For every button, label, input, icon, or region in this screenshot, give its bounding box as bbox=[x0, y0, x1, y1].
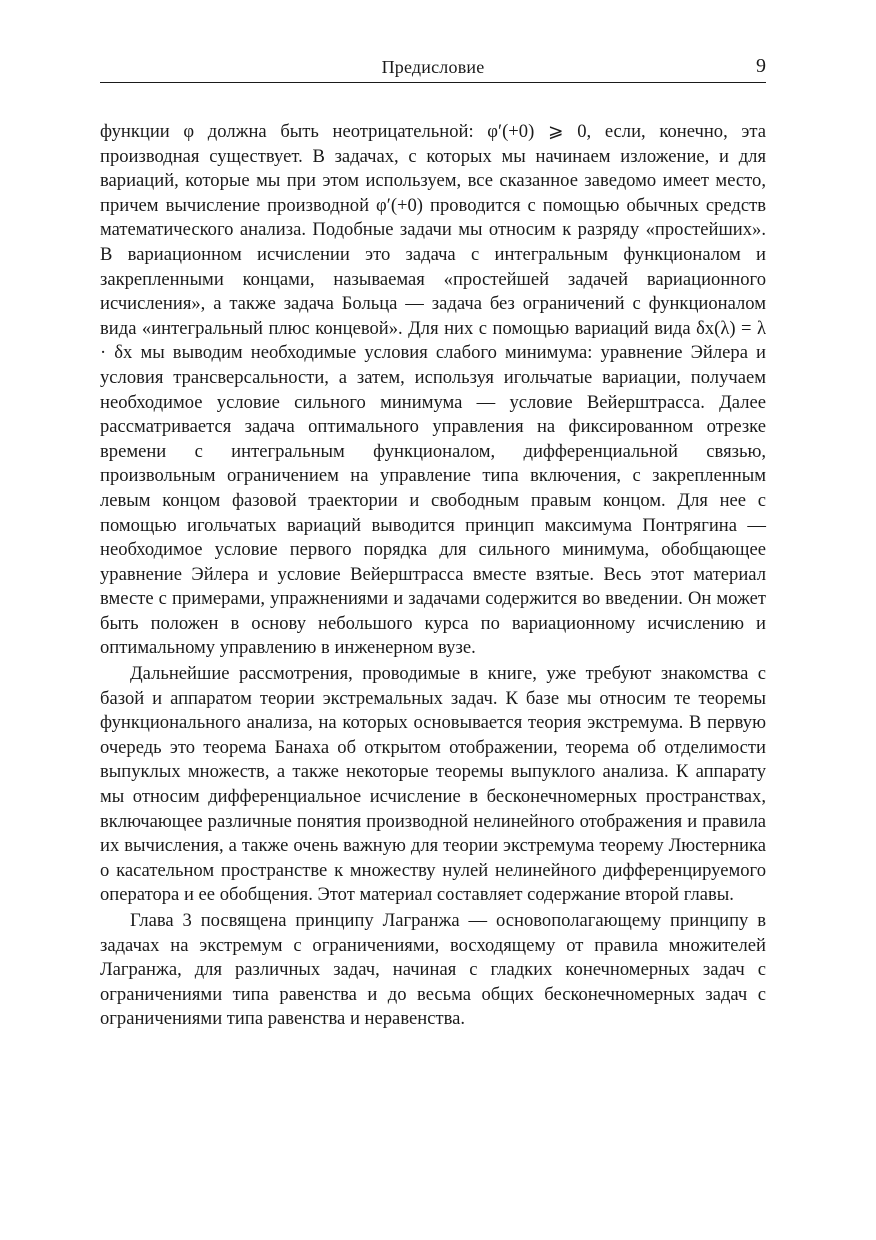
book-page bbox=[100, 54, 766, 1032]
running-header bbox=[100, 54, 766, 83]
running-title: Предисловие bbox=[381, 57, 485, 77]
page-number: 9 bbox=[756, 55, 766, 77]
paragraph: Глава 3 посвящена принципу Лагранжа — основополагающему принципу в задачах на экстремум с ограничениями, восходящему от правила множителей Лагранжа, для различных задач, начиная с гладких конечномерных задач с ограничениями типа равенства и до весьма общих бесконечномерных задач с ограничениями типа равенства и неравенства. bbox=[100, 910, 766, 1030]
paragraph: Дальнейшие рассмотрения, проводимые в книге, уже требуют знакомства с базой и аппаратом теории экстремальных задач. К базе мы относим те теоремы функционального анализа, на которых основывается теория экстремума. В первую очередь это теорема Банаха об открытом отображении, теорема об отделимости выпуклых множеств, а также некоторые теоремы выпуклого анализа. К аппарату мы относим дифференциальное исчисление в бесконечномерных пространствах, включающее различные понятия производной нелинейного отображения и правила их вычисления, а также очень важную для теории экстремума теорему Люстерника о касательном пространстве к множеству нулей нелинейного дифференцируемого оператора и ее обобщения. Этот материал составляет содержание второй главы. bbox=[100, 663, 766, 906]
body-text bbox=[100, 120, 766, 1032]
paragraph-continued: функции φ должна быть неотрицательной: φ′(+0) ⩾ 0, если, конечно, эта производная существует. В задачах, с которых мы начинаем изложение, и для вариаций, которые мы при этом используем, все сказанное заведомо имеет место, причем вычисление производной φ′(+0) проводится с помощью обычных средств математического анализа. Подобные задачи мы относим к разряду «простейших». В вариационном исчислении это задача с интегральным функционалом и закрепленными концами, называемая «простейшей задачей вариационного исчисления», а также задача Больца — задача без ограничений с функционалом вида «интегральный плюс концевой». Для них с помощью вариаций вида δx(λ) = λ · δx мы выводим необходимые условия слабого минимума: уравнение Эйлера и условия трансверсальности, а затем, используя игольчатые вариации, получаем необходимое условие сильного минимума — условие Вейерштрасса. Далее рассматривается задача оптимального управления на фиксированном отрезке времени с интегральным функционалом, дифференциальной связью, произвольным ограничением на управление типа включения, с закрепленным левым концом фазовой траектории и свободным правым концом. Для нее с помощью игольчатых вариаций выводится принцип максимума Понтрягина — необходимое условие первого порядка для сильного минимума, обобщающее уравнение Эйлера и условие Вейерштрасса вместе взятые. Весь этот материал вместе с примерами, упражнениями и задачами содержится во введении. Он может быть положен в основу небольшого курса по вариационному исчислению и оптимальному управлению в инженерном вузе. bbox=[100, 121, 766, 659]
